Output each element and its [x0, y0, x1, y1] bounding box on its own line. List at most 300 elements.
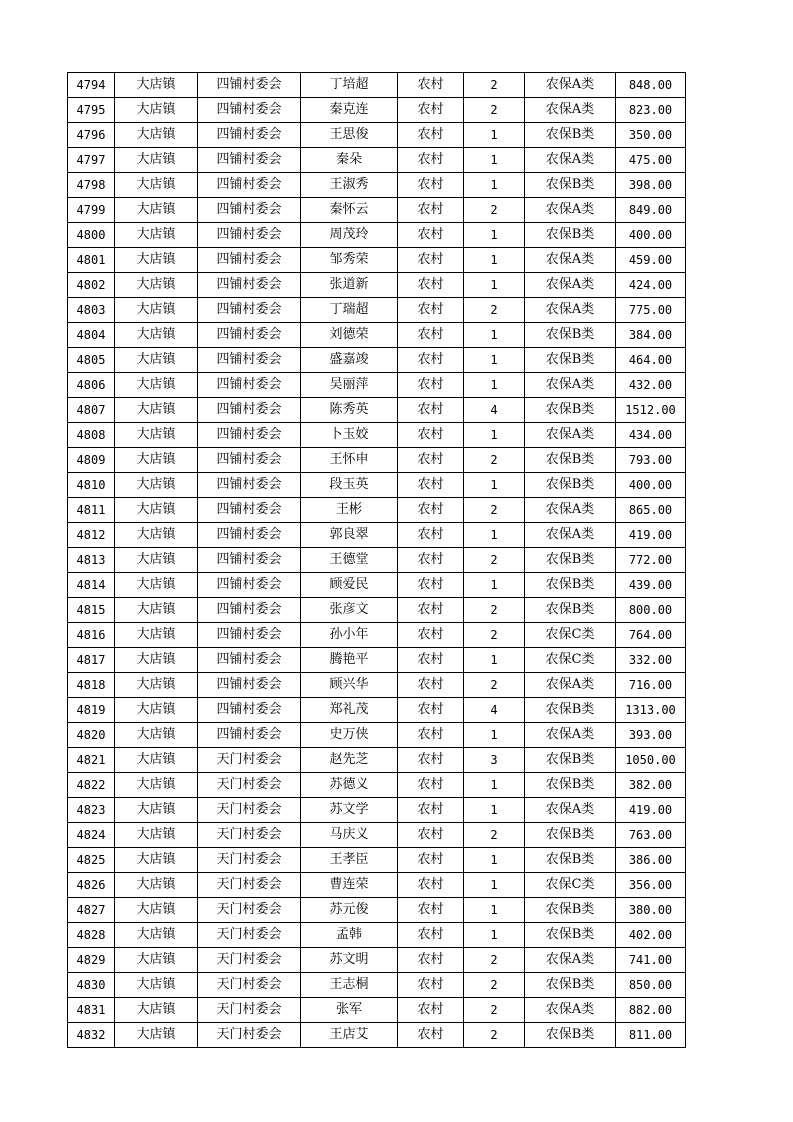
table-row	[68, 398, 686, 423]
village-committee-cell: 四铺村委会	[198, 348, 301, 373]
town-cell: 大店镇	[115, 723, 198, 748]
amount-cell: 800.00	[616, 598, 686, 623]
name-cell: 丁瑞超	[301, 298, 398, 323]
amount-cell: 439.00	[616, 573, 686, 598]
table-row	[68, 748, 686, 773]
town-cell: 大店镇	[115, 423, 198, 448]
town-cell: 大店镇	[115, 798, 198, 823]
village-committee-cell: 四铺村委会	[198, 373, 301, 398]
household-size-cell: 1	[464, 648, 525, 673]
area-type-cell: 农村	[398, 648, 464, 673]
insurance-class-cell: 农保A类	[525, 798, 616, 823]
name-cell: 王彬	[301, 498, 398, 523]
household-size-cell: 2	[464, 1023, 525, 1048]
household-size-cell: 1	[464, 223, 525, 248]
amount-cell: 424.00	[616, 273, 686, 298]
table-row	[68, 548, 686, 573]
town-cell: 大店镇	[115, 348, 198, 373]
household-size-cell: 2	[464, 548, 525, 573]
area-type-cell: 农村	[398, 423, 464, 448]
table-row	[68, 248, 686, 273]
area-type-cell: 农村	[398, 73, 464, 98]
name-cell: 秦怀云	[301, 198, 398, 223]
table-row	[68, 523, 686, 548]
village-committee-cell: 天门村委会	[198, 973, 301, 998]
insurance-class-cell: 农保B类	[525, 348, 616, 373]
name-cell: 王思俊	[301, 123, 398, 148]
amount-cell: 823.00	[616, 98, 686, 123]
household-size-cell: 1	[464, 773, 525, 798]
name-cell: 王店艾	[301, 1023, 398, 1048]
household-size-cell: 2	[464, 598, 525, 623]
name-cell: 周茂玲	[301, 223, 398, 248]
row-number-cell: 4806	[68, 373, 115, 398]
row-number-cell: 4804	[68, 323, 115, 348]
household-size-cell: 1	[464, 473, 525, 498]
area-type-cell: 农村	[398, 873, 464, 898]
row-number-cell: 4828	[68, 923, 115, 948]
area-type-cell: 农村	[398, 348, 464, 373]
area-type-cell: 农村	[398, 198, 464, 223]
town-cell: 大店镇	[115, 498, 198, 523]
village-committee-cell: 天门村委会	[198, 748, 301, 773]
row-number-cell: 4811	[68, 498, 115, 523]
row-number-cell: 4814	[68, 573, 115, 598]
row-number-cell: 4805	[68, 348, 115, 373]
household-size-cell: 1	[464, 423, 525, 448]
town-cell: 大店镇	[115, 448, 198, 473]
village-committee-cell: 四铺村委会	[198, 148, 301, 173]
row-number-cell: 4825	[68, 848, 115, 873]
name-cell: 王德堂	[301, 548, 398, 573]
town-cell: 大店镇	[115, 998, 198, 1023]
name-cell: 吴丽萍	[301, 373, 398, 398]
village-committee-cell: 四铺村委会	[198, 423, 301, 448]
name-cell: 郑礼茂	[301, 698, 398, 723]
household-size-cell: 2	[464, 198, 525, 223]
name-cell: 王孝臣	[301, 848, 398, 873]
town-cell: 大店镇	[115, 248, 198, 273]
town-cell: 大店镇	[115, 373, 198, 398]
household-size-cell: 1	[464, 573, 525, 598]
amount-cell: 741.00	[616, 948, 686, 973]
table-row	[68, 98, 686, 123]
village-committee-cell: 四铺村委会	[198, 98, 301, 123]
name-cell: 孟韩	[301, 923, 398, 948]
amount-cell: 475.00	[616, 148, 686, 173]
village-committee-cell: 四铺村委会	[198, 498, 301, 523]
amount-cell: 850.00	[616, 973, 686, 998]
table-row	[68, 898, 686, 923]
amount-cell: 793.00	[616, 448, 686, 473]
table-body	[68, 73, 686, 1048]
row-number-cell: 4808	[68, 423, 115, 448]
area-type-cell: 农村	[398, 598, 464, 623]
name-cell: 腾艳平	[301, 648, 398, 673]
name-cell: 顾兴华	[301, 673, 398, 698]
area-type-cell: 农村	[398, 523, 464, 548]
amount-cell: 811.00	[616, 1023, 686, 1048]
village-committee-cell: 天门村委会	[198, 773, 301, 798]
table-row	[68, 73, 686, 98]
name-cell: 段玉英	[301, 473, 398, 498]
amount-cell: 775.00	[616, 298, 686, 323]
name-cell: 刘德荣	[301, 323, 398, 348]
area-type-cell: 农村	[398, 848, 464, 873]
insurance-class-cell: 农保C类	[525, 648, 616, 673]
village-committee-cell: 天门村委会	[198, 798, 301, 823]
table-row	[68, 698, 686, 723]
town-cell: 大店镇	[115, 923, 198, 948]
area-type-cell: 农村	[398, 698, 464, 723]
amount-cell: 432.00	[616, 373, 686, 398]
area-type-cell: 农村	[398, 123, 464, 148]
area-type-cell: 农村	[398, 548, 464, 573]
insurance-class-cell: 农保A类	[525, 98, 616, 123]
table-row	[68, 173, 686, 198]
amount-cell: 332.00	[616, 648, 686, 673]
amount-cell: 398.00	[616, 173, 686, 198]
insurance-class-cell: 农保B类	[525, 173, 616, 198]
amount-cell: 419.00	[616, 523, 686, 548]
insurance-class-cell: 农保A类	[525, 723, 616, 748]
table-row	[68, 873, 686, 898]
row-number-cell: 4796	[68, 123, 115, 148]
amount-cell: 419.00	[616, 798, 686, 823]
insurance-class-cell: 农保A类	[525, 673, 616, 698]
household-size-cell: 1	[464, 923, 525, 948]
table-row	[68, 623, 686, 648]
village-committee-cell: 四铺村委会	[198, 598, 301, 623]
area-type-cell: 农村	[398, 398, 464, 423]
name-cell: 赵先芝	[301, 748, 398, 773]
row-number-cell: 4807	[68, 398, 115, 423]
area-type-cell: 农村	[398, 773, 464, 798]
insurance-class-cell: 农保B类	[525, 848, 616, 873]
row-number-cell: 4799	[68, 198, 115, 223]
row-number-cell: 4798	[68, 173, 115, 198]
insurance-class-cell: 农保B类	[525, 223, 616, 248]
table-row	[68, 773, 686, 798]
name-cell: 王志桐	[301, 973, 398, 998]
household-size-cell: 2	[464, 298, 525, 323]
household-size-cell: 4	[464, 698, 525, 723]
table-row	[68, 723, 686, 748]
insurance-class-cell: 农保A类	[525, 523, 616, 548]
town-cell: 大店镇	[115, 123, 198, 148]
area-type-cell: 农村	[398, 448, 464, 473]
name-cell: 苏文明	[301, 948, 398, 973]
town-cell: 大店镇	[115, 698, 198, 723]
row-number-cell: 4800	[68, 223, 115, 248]
insurance-class-cell: 农保B类	[525, 923, 616, 948]
row-number-cell: 4816	[68, 623, 115, 648]
town-cell: 大店镇	[115, 848, 198, 873]
area-type-cell: 农村	[398, 723, 464, 748]
amount-cell: 763.00	[616, 823, 686, 848]
amount-cell: 384.00	[616, 323, 686, 348]
name-cell: 孙小年	[301, 623, 398, 648]
household-size-cell: 1	[464, 848, 525, 873]
village-committee-cell: 四铺村委会	[198, 223, 301, 248]
row-number-cell: 4824	[68, 823, 115, 848]
amount-cell: 1512.00	[616, 398, 686, 423]
area-type-cell: 农村	[398, 998, 464, 1023]
area-type-cell: 农村	[398, 623, 464, 648]
amount-cell: 393.00	[616, 723, 686, 748]
household-size-cell: 2	[464, 673, 525, 698]
town-cell: 大店镇	[115, 598, 198, 623]
village-committee-cell: 四铺村委会	[198, 548, 301, 573]
town-cell: 大店镇	[115, 523, 198, 548]
village-committee-cell: 四铺村委会	[198, 73, 301, 98]
town-cell: 大店镇	[115, 273, 198, 298]
household-size-cell: 1	[464, 798, 525, 823]
name-cell: 盛嘉竣	[301, 348, 398, 373]
name-cell: 苏元俊	[301, 898, 398, 923]
insurance-class-cell: 农保B类	[525, 1023, 616, 1048]
insurance-class-cell: 农保B类	[525, 898, 616, 923]
table-row	[68, 973, 686, 998]
town-cell: 大店镇	[115, 573, 198, 598]
table-row	[68, 573, 686, 598]
area-type-cell: 农村	[398, 173, 464, 198]
table-row	[68, 498, 686, 523]
household-size-cell: 2	[464, 98, 525, 123]
area-type-cell: 农村	[398, 98, 464, 123]
insurance-class-cell: 农保C类	[525, 873, 616, 898]
table-row	[68, 148, 686, 173]
area-type-cell: 农村	[398, 298, 464, 323]
insurance-class-cell: 农保A类	[525, 948, 616, 973]
village-committee-cell: 天门村委会	[198, 1023, 301, 1048]
town-cell: 大店镇	[115, 773, 198, 798]
village-committee-cell: 四铺村委会	[198, 273, 301, 298]
amount-cell: 849.00	[616, 198, 686, 223]
table-row	[68, 798, 686, 823]
name-cell: 陈秀英	[301, 398, 398, 423]
amount-cell: 400.00	[616, 223, 686, 248]
table-row	[68, 848, 686, 873]
insurance-class-cell: 农保A类	[525, 498, 616, 523]
area-type-cell: 农村	[398, 973, 464, 998]
town-cell: 大店镇	[115, 873, 198, 898]
insurance-class-cell: 农保B类	[525, 823, 616, 848]
insurance-class-cell: 农保B类	[525, 398, 616, 423]
household-size-cell: 2	[464, 623, 525, 648]
insurance-class-cell: 农保A类	[525, 373, 616, 398]
insurance-class-cell: 农保A类	[525, 248, 616, 273]
name-cell: 张彦文	[301, 598, 398, 623]
village-committee-cell: 四铺村委会	[198, 298, 301, 323]
amount-cell: 1050.00	[616, 748, 686, 773]
insurance-class-cell: 农保A类	[525, 273, 616, 298]
row-number-cell: 4815	[68, 598, 115, 623]
village-committee-cell: 天门村委会	[198, 898, 301, 923]
amount-cell: 400.00	[616, 473, 686, 498]
insurance-class-cell: 农保A类	[525, 998, 616, 1023]
village-committee-cell: 四铺村委会	[198, 248, 301, 273]
insurance-class-cell: 农保C类	[525, 623, 616, 648]
area-type-cell: 农村	[398, 1023, 464, 1048]
area-type-cell: 农村	[398, 323, 464, 348]
village-committee-cell: 四铺村委会	[198, 123, 301, 148]
table-row	[68, 1023, 686, 1048]
name-cell: 王怀申	[301, 448, 398, 473]
row-number-cell: 4830	[68, 973, 115, 998]
amount-cell: 716.00	[616, 673, 686, 698]
row-number-cell: 4823	[68, 798, 115, 823]
town-cell: 大店镇	[115, 323, 198, 348]
table-row	[68, 448, 686, 473]
village-committee-cell: 四铺村委会	[198, 198, 301, 223]
town-cell: 大店镇	[115, 473, 198, 498]
household-size-cell: 1	[464, 148, 525, 173]
amount-cell: 464.00	[616, 348, 686, 373]
name-cell: 郭良翠	[301, 523, 398, 548]
name-cell: 王淑秀	[301, 173, 398, 198]
row-number-cell: 4810	[68, 473, 115, 498]
area-type-cell: 农村	[398, 248, 464, 273]
insurance-class-cell: 农保B类	[525, 598, 616, 623]
household-size-cell: 2	[464, 448, 525, 473]
table-row	[68, 423, 686, 448]
row-number-cell: 4831	[68, 998, 115, 1023]
village-committee-cell: 天门村委会	[198, 923, 301, 948]
row-number-cell: 4795	[68, 98, 115, 123]
amount-cell: 459.00	[616, 248, 686, 273]
area-type-cell: 农村	[398, 673, 464, 698]
table-row	[68, 323, 686, 348]
insurance-class-cell: 农保A类	[525, 298, 616, 323]
town-cell: 大店镇	[115, 548, 198, 573]
name-cell: 秦朵	[301, 148, 398, 173]
area-type-cell: 农村	[398, 148, 464, 173]
allowance-table	[67, 72, 686, 1048]
amount-cell: 350.00	[616, 123, 686, 148]
table-row	[68, 373, 686, 398]
insurance-class-cell: 农保B类	[525, 323, 616, 348]
household-size-cell: 2	[464, 73, 525, 98]
amount-cell: 386.00	[616, 848, 686, 873]
insurance-class-cell: 农保B类	[525, 973, 616, 998]
row-number-cell: 4819	[68, 698, 115, 723]
area-type-cell: 农村	[398, 823, 464, 848]
table-row	[68, 348, 686, 373]
amount-cell: 848.00	[616, 73, 686, 98]
household-size-cell: 3	[464, 748, 525, 773]
village-committee-cell: 四铺村委会	[198, 573, 301, 598]
row-number-cell: 4818	[68, 673, 115, 698]
amount-cell: 434.00	[616, 423, 686, 448]
table-row	[68, 298, 686, 323]
household-size-cell: 2	[464, 998, 525, 1023]
village-committee-cell: 四铺村委会	[198, 648, 301, 673]
row-number-cell: 4822	[68, 773, 115, 798]
row-number-cell: 4832	[68, 1023, 115, 1048]
village-committee-cell: 四铺村委会	[198, 398, 301, 423]
insurance-class-cell: 农保A类	[525, 198, 616, 223]
name-cell: 顾爱民	[301, 573, 398, 598]
village-committee-cell: 四铺村委会	[198, 723, 301, 748]
table-row	[68, 948, 686, 973]
row-number-cell: 4829	[68, 948, 115, 973]
amount-cell: 772.00	[616, 548, 686, 573]
town-cell: 大店镇	[115, 298, 198, 323]
insurance-class-cell: 农保B类	[525, 748, 616, 773]
row-number-cell: 4802	[68, 273, 115, 298]
table-row	[68, 998, 686, 1023]
town-cell: 大店镇	[115, 948, 198, 973]
table-row	[68, 923, 686, 948]
row-number-cell: 4812	[68, 523, 115, 548]
insurance-class-cell: 农保B类	[525, 773, 616, 798]
town-cell: 大店镇	[115, 73, 198, 98]
insurance-class-cell: 农保A类	[525, 423, 616, 448]
area-type-cell: 农村	[398, 798, 464, 823]
village-committee-cell: 四铺村委会	[198, 323, 301, 348]
row-number-cell: 4827	[68, 898, 115, 923]
household-size-cell: 1	[464, 723, 525, 748]
town-cell: 大店镇	[115, 648, 198, 673]
name-cell: 丁培超	[301, 73, 398, 98]
amount-cell: 882.00	[616, 998, 686, 1023]
town-cell: 大店镇	[115, 148, 198, 173]
town-cell: 大店镇	[115, 623, 198, 648]
table-row	[68, 123, 686, 148]
amount-cell: 1313.00	[616, 698, 686, 723]
town-cell: 大店镇	[115, 973, 198, 998]
amount-cell: 402.00	[616, 923, 686, 948]
town-cell: 大店镇	[115, 898, 198, 923]
row-number-cell: 4794	[68, 73, 115, 98]
name-cell: 卜玉姣	[301, 423, 398, 448]
amount-cell: 764.00	[616, 623, 686, 648]
area-type-cell: 农村	[398, 373, 464, 398]
insurance-class-cell: 农保B类	[525, 573, 616, 598]
area-type-cell: 农村	[398, 473, 464, 498]
village-committee-cell: 四铺村委会	[198, 173, 301, 198]
row-number-cell: 4820	[68, 723, 115, 748]
area-type-cell: 农村	[398, 748, 464, 773]
row-number-cell: 4813	[68, 548, 115, 573]
household-size-cell: 4	[464, 398, 525, 423]
town-cell: 大店镇	[115, 1023, 198, 1048]
table-row	[68, 598, 686, 623]
row-number-cell: 4821	[68, 748, 115, 773]
household-size-cell: 2	[464, 973, 525, 998]
row-number-cell: 4817	[68, 648, 115, 673]
row-number-cell: 4797	[68, 148, 115, 173]
town-cell: 大店镇	[115, 673, 198, 698]
amount-cell: 356.00	[616, 873, 686, 898]
area-type-cell: 农村	[398, 498, 464, 523]
insurance-class-cell: 农保B类	[525, 473, 616, 498]
household-size-cell: 2	[464, 498, 525, 523]
village-committee-cell: 四铺村委会	[198, 623, 301, 648]
household-size-cell: 2	[464, 948, 525, 973]
village-committee-cell: 天门村委会	[198, 948, 301, 973]
table-row	[68, 273, 686, 298]
village-committee-cell: 四铺村委会	[198, 473, 301, 498]
table-row	[68, 473, 686, 498]
town-cell: 大店镇	[115, 173, 198, 198]
name-cell: 苏德义	[301, 773, 398, 798]
table-row	[68, 198, 686, 223]
town-cell: 大店镇	[115, 748, 198, 773]
village-committee-cell: 天门村委会	[198, 848, 301, 873]
village-committee-cell: 四铺村委会	[198, 448, 301, 473]
